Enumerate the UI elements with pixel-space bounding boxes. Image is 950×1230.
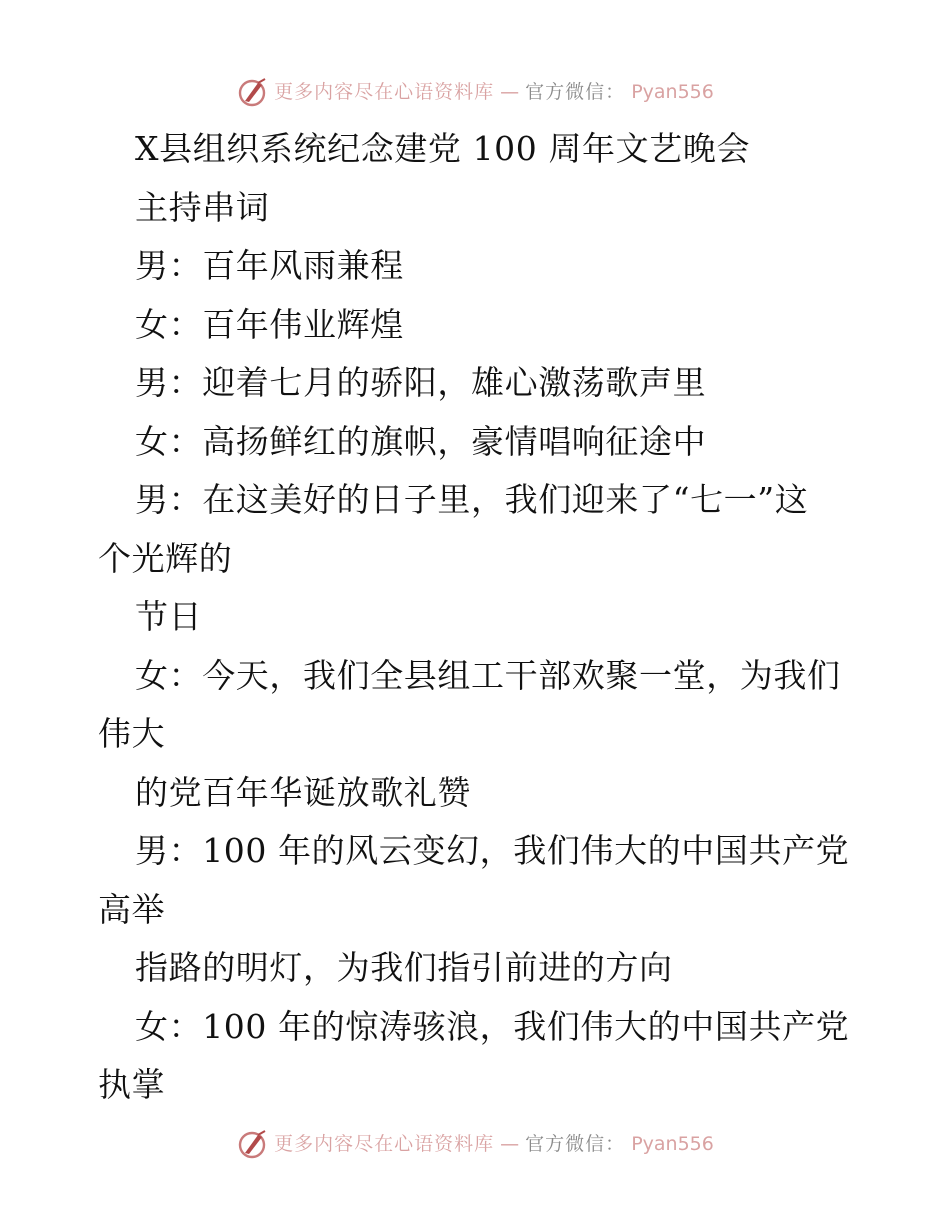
script-line: 女：高扬鲜红的旗帜，豪情唱响征途中: [135, 421, 707, 461]
script-line: 女：100 年的惊涛骇浪，我们伟大的中国共产党: [135, 1006, 850, 1046]
watermark-site-text: 更多内容尽在心语资料库: [274, 1133, 495, 1155]
script-line: 的党百年华诞放歌礼赞: [135, 772, 471, 812]
script-line-continuation: 个光辉的: [98, 538, 233, 578]
script-line: 男：100 年的风云变幻，我们伟大的中国共产党: [135, 831, 850, 870]
footer-watermark: [0, 1128, 950, 1160]
watermark-official-label: 官方微信：: [525, 81, 626, 103]
script-line: 男：在这美好的日子里，我们迎来了“七一”这: [135, 480, 809, 519]
quill-pen-logo-icon: [236, 76, 268, 108]
document-body: [98, 120, 858, 1115]
script-line-continuation: 伟大: [98, 714, 166, 753]
watermark-dash: —: [500, 81, 520, 103]
script-line: 男：百年风雨兼程: [135, 246, 404, 285]
quill-pen-logo-icon: [236, 1128, 268, 1160]
header-watermark: [0, 76, 950, 108]
script-line: 男：迎着七月的骄阳，雄心激荡歌声里: [135, 363, 707, 402]
script-line: 节日: [135, 597, 203, 636]
document-subtitle: 主持串词: [135, 187, 270, 227]
watermark-wechat-id: Pyan556: [631, 1133, 714, 1155]
watermark-dash: —: [500, 1133, 520, 1155]
document-title: X县组织系统纪念建党 100 周年文艺晚会: [135, 129, 751, 168]
script-line: 女：今天，我们全县组工干部欢聚一堂，为我们: [135, 655, 841, 695]
script-line-continuation: 执掌: [98, 1065, 166, 1104]
watermark-wechat-id: Pyan556: [631, 81, 714, 103]
watermark-site-text: 更多内容尽在心语资料库: [274, 81, 495, 103]
watermark-official-label: 官方微信：: [525, 1133, 626, 1155]
script-line: 女：百年伟业辉煌: [135, 304, 404, 344]
script-line: 指路的明灯，为我们指引前进的方向: [135, 948, 673, 987]
script-line-continuation: 高举: [98, 889, 166, 929]
